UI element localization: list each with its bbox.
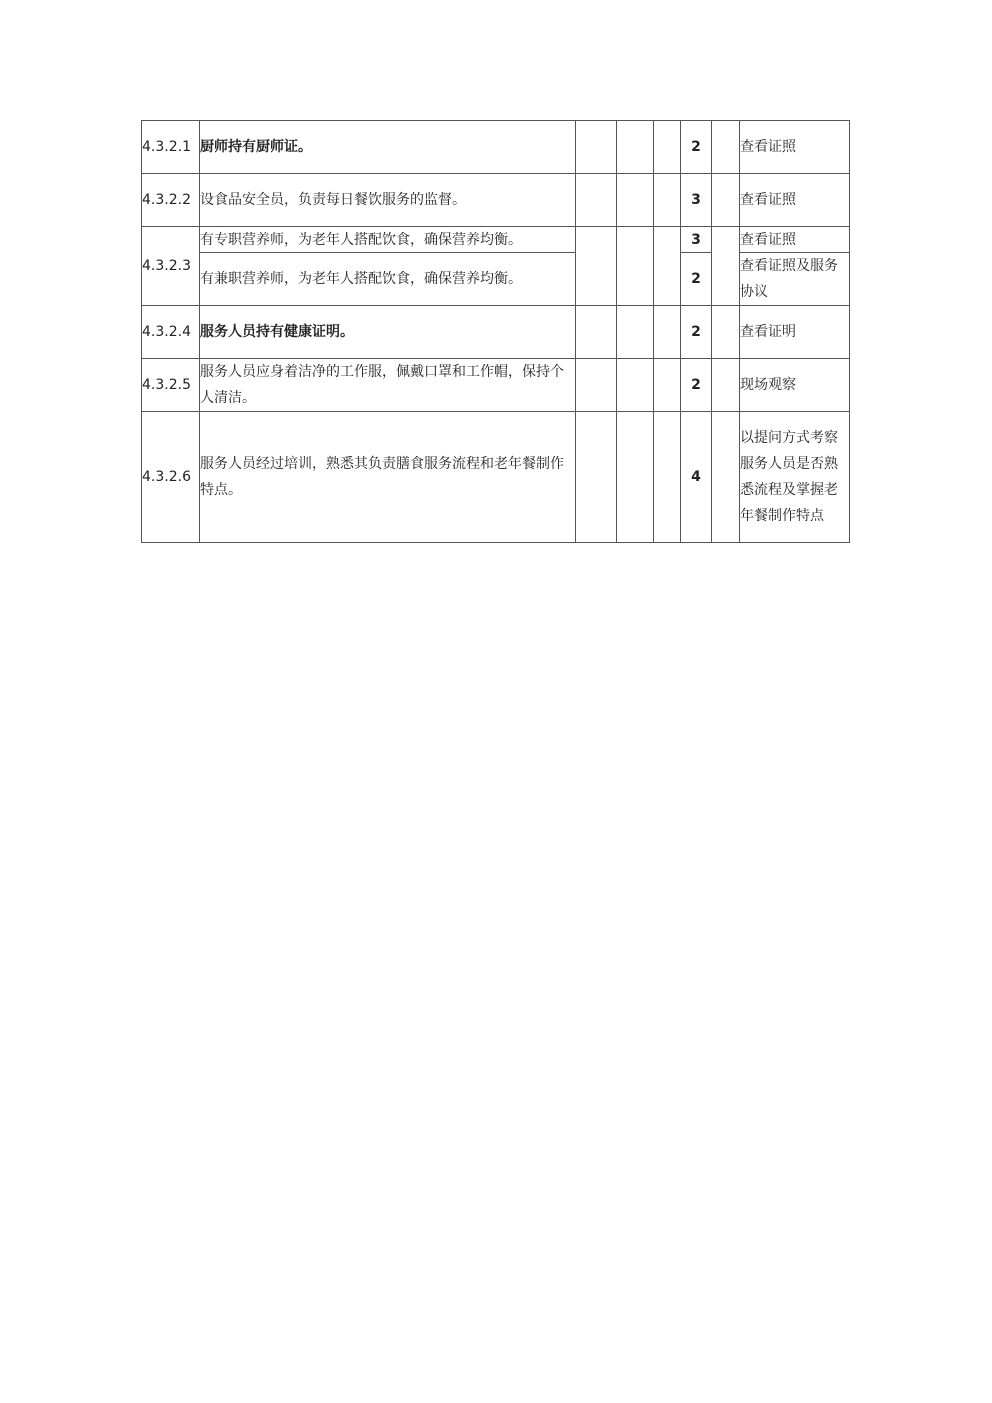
blank-cell <box>712 121 740 174</box>
blank-cell <box>654 412 681 543</box>
blank-cell <box>576 412 617 543</box>
blank-cell <box>712 359 740 412</box>
item-description: 服务人员应身着洁净的工作服，佩戴口罩和工作帽，保持个人清洁。 <box>200 359 576 412</box>
item-score: 4 <box>681 412 712 543</box>
blank-cell <box>654 359 681 412</box>
blank-cell <box>576 306 617 359</box>
blank-cell <box>617 306 654 359</box>
item-method: 现场观察 <box>740 359 850 412</box>
assessment-table <box>141 120 850 543</box>
item-score: 2 <box>681 121 712 174</box>
item-code: 4.3.2.6 <box>142 412 200 543</box>
blank-cell <box>576 174 617 227</box>
item-code: 4.3.2.4 <box>142 306 200 359</box>
item-score: 2 <box>681 359 712 412</box>
item-method: 查看证明 <box>740 306 850 359</box>
item-code: 4.3.2.5 <box>142 359 200 412</box>
item-method: 查看证照及服务协议 <box>740 253 850 306</box>
item-code: 4.3.2.1 <box>142 121 200 174</box>
blank-cell <box>654 174 681 227</box>
blank-cell <box>654 227 681 306</box>
item-score: 3 <box>681 227 712 253</box>
table-row <box>142 359 850 412</box>
table-row <box>142 253 850 306</box>
blank-cell <box>712 306 740 359</box>
blank-cell <box>712 227 740 306</box>
item-score: 2 <box>681 253 712 306</box>
item-code: 4.3.2.3 <box>142 227 200 306</box>
item-method: 查看证照 <box>740 174 850 227</box>
item-description: 服务人员持有健康证明。 <box>200 306 576 359</box>
table-row <box>142 412 850 543</box>
item-description: 厨师持有厨师证。 <box>200 121 576 174</box>
blank-cell <box>617 227 654 306</box>
blank-cell <box>576 359 617 412</box>
table-row <box>142 306 850 359</box>
table-row <box>142 121 850 174</box>
blank-cell <box>617 174 654 227</box>
blank-cell <box>712 412 740 543</box>
blank-cell <box>576 121 617 174</box>
blank-cell <box>654 306 681 359</box>
item-method: 以提问方式考察服务人员是否熟悉流程及掌握老年餐制作特点 <box>740 412 850 543</box>
blank-cell <box>617 412 654 543</box>
item-score: 2 <box>681 306 712 359</box>
item-description: 有兼职营养师，为老年人搭配饮食，确保营养均衡。 <box>200 253 576 306</box>
item-code: 4.3.2.2 <box>142 174 200 227</box>
blank-cell <box>712 174 740 227</box>
item-description: 服务人员经过培训，熟悉其负责膳食服务流程和老年餐制作特点。 <box>200 412 576 543</box>
item-method: 查看证照 <box>740 121 850 174</box>
item-description: 设食品安全员，负责每日餐饮服务的监督。 <box>200 174 576 227</box>
item-score: 3 <box>681 174 712 227</box>
table-row <box>142 227 850 253</box>
blank-cell <box>654 121 681 174</box>
blank-cell <box>617 121 654 174</box>
item-method: 查看证照 <box>740 227 850 253</box>
blank-cell <box>576 227 617 306</box>
table-row <box>142 174 850 227</box>
item-description: 有专职营养师，为老年人搭配饮食，确保营养均衡。 <box>200 227 576 253</box>
blank-cell <box>617 359 654 412</box>
